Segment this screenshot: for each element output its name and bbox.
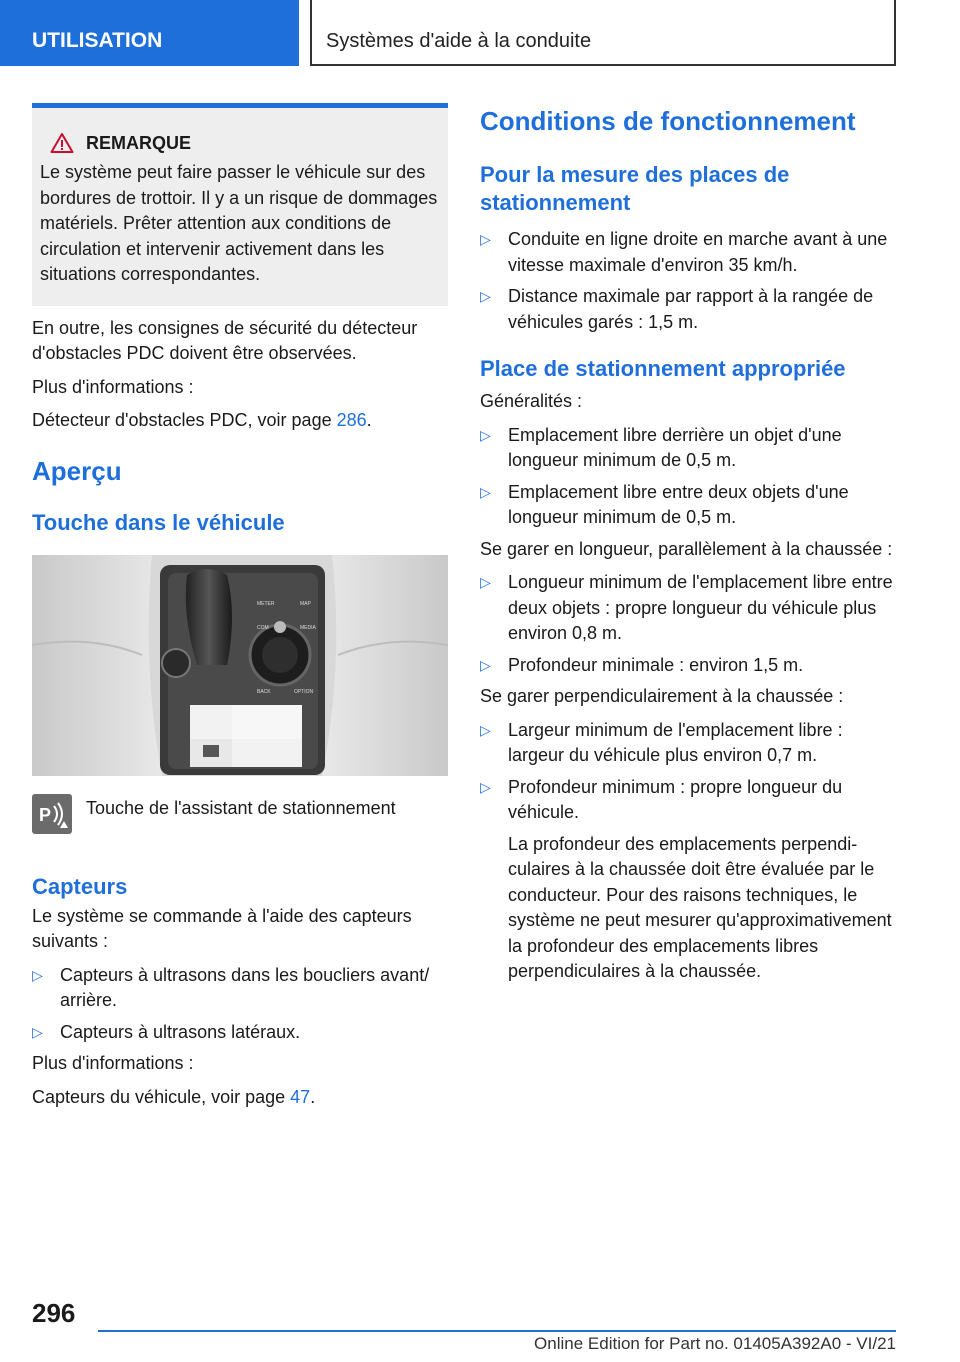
notice-text: Le système peut faire passer le véhicule sur des bordures de trottoir. Il y a un risque de dommages matériels. Prêter attention aux conditions de circulation et intervenir activement dans les situations correspondantes. bbox=[40, 162, 438, 284]
vehicle-button-heading: Touche dans le véhicule bbox=[32, 509, 285, 535]
console-label-meter: METER bbox=[257, 600, 275, 607]
edition-footer: Online Edition for Part no. 01405A392A0 - VI/21 bbox=[534, 1334, 896, 1353]
perpendicular-list bbox=[480, 718, 896, 826]
measurement-list bbox=[480, 227, 896, 335]
general-label: Généralités : bbox=[480, 391, 583, 411]
sensors-reference-text: Capteurs du véhicule, voir page bbox=[32, 1086, 291, 1107]
warning-icon bbox=[50, 132, 74, 154]
sensors-heading: Capteurs bbox=[32, 873, 128, 899]
measurement-heading: Pour la mesure des places de stationnement bbox=[480, 162, 790, 215]
list-item: ▷ Emplacement libre entre deux objets d'une longueur minimum de 0,5 m. bbox=[480, 480, 896, 531]
overview-heading: Aperçu bbox=[32, 455, 122, 486]
list-item: ▷ Longueur minimum de l'emplacement libre entre deux objets : propre longueur du véhicule plus environ 0,8 m. bbox=[480, 570, 896, 647]
notice-heading bbox=[50, 132, 440, 154]
parking-assistant-button-legend bbox=[32, 794, 448, 834]
console-label-map: MAP bbox=[300, 600, 311, 607]
list-item: ▷ Profondeur minimale : environ 1,5 m. bbox=[480, 653, 896, 679]
sensors-reference-end: . bbox=[310, 1086, 316, 1107]
center-console-photo bbox=[32, 555, 448, 776]
console-label-option: OPTION bbox=[294, 688, 314, 695]
pdc-reference-end: . bbox=[366, 410, 372, 430]
pdc-reference-text: Détecteur d'obstacles PDC, voir page bbox=[32, 410, 337, 430]
sensors-intro: Le système se commande à l'aide des capteurs suivants : bbox=[32, 905, 412, 951]
general-list bbox=[480, 423, 896, 531]
console-label-media: MEDIA bbox=[300, 624, 316, 631]
console-label-com: COM bbox=[257, 624, 269, 631]
list-item: ▷ Distance maximale par rapport à la rangée de véhicules garés : 1,5 m. bbox=[480, 284, 896, 335]
list-item: ▷ Capteurs à ultrasons dans les boucliers avant/ arrière. bbox=[32, 963, 448, 1014]
list-item: ▷ Conduite en ligne droite en marche avant à une vitesse maximale d'environ 35 km/h. bbox=[480, 227, 896, 278]
pdc-reference bbox=[32, 408, 448, 434]
left-column bbox=[32, 103, 448, 1110]
parallel-list bbox=[480, 570, 896, 678]
sensors-page-link[interactable]: 47 bbox=[290, 1086, 311, 1107]
page-number: 296 bbox=[32, 1298, 76, 1328]
section-tab: UTILISATION bbox=[0, 0, 299, 66]
center-console-illustration bbox=[32, 555, 448, 776]
svg-text:P: P bbox=[39, 804, 52, 825]
more-info-label-2: Plus d'informations : bbox=[32, 1053, 194, 1073]
list-item: ▷ Largeur minimum de l'emplacement libre : largeur du véhicule plus environ 0,7 m. bbox=[480, 718, 896, 769]
parking-assistant-icon bbox=[32, 794, 72, 834]
perpendicular-intro: Se garer perpendiculairement à la chaussée : bbox=[480, 686, 844, 706]
pdc-safety-paragraph: En outre, les consignes de sécurité du détecteur d'obstacles PDC doivent être observées. bbox=[32, 317, 418, 363]
parking-assistant-caption: Touche de l'assistant de stationnement bbox=[86, 797, 396, 818]
sensors-reference bbox=[32, 1085, 448, 1111]
pdc-page-link[interactable]: 286 bbox=[336, 410, 367, 430]
chapter-title: Systèmes d'aide à la conduite bbox=[310, 0, 896, 66]
sensors-list bbox=[32, 963, 448, 1046]
suitable-space-heading: Place de stationnement appropriée bbox=[480, 356, 846, 381]
list-item: ▷ Capteurs à ultrasons latéraux. bbox=[32, 1020, 448, 1046]
footer-rule bbox=[98, 1330, 896, 1332]
operating-conditions-heading: Conditions de fonctionnement bbox=[480, 106, 856, 136]
console-label-back: BACK bbox=[257, 688, 271, 695]
notice-box bbox=[32, 103, 448, 306]
parallel-intro: Se garer en longueur, parallèlement à la chaussée : bbox=[480, 538, 893, 559]
list-item: ▷ Emplacement libre derrière un objet d'une longueur minimum de 0,5 m. bbox=[480, 423, 896, 474]
notice-title: REMARQUE bbox=[86, 132, 192, 153]
right-column bbox=[480, 100, 896, 985]
perpendicular-note: La profondeur des emplacements perpendiculaires à la chaussée doit être évaluée par le conducteur. Pour des raisons techniques, le système ne peut mesurer qu'approximativement la profondeur des emplacements libres perpendiculaires à la chaussée. bbox=[508, 833, 892, 981]
more-info-label: Plus d'informations : bbox=[32, 376, 194, 397]
list-item: ▷ Profondeur minimum : propre longueur du véhicule. bbox=[480, 775, 896, 826]
